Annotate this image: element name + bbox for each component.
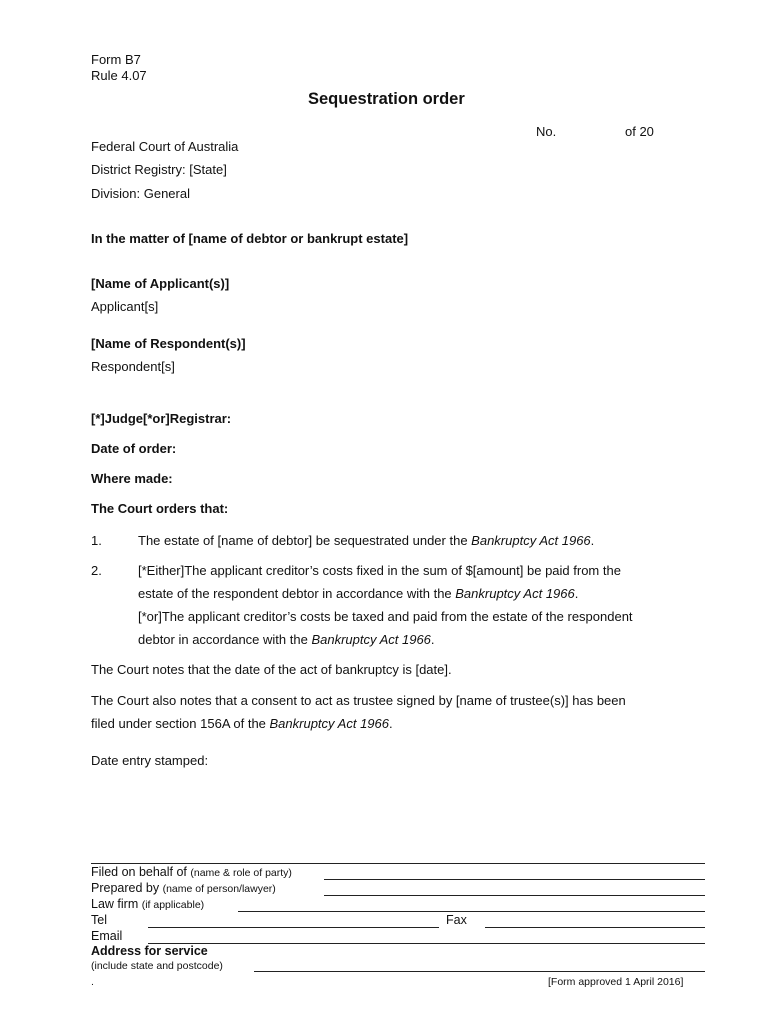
order-2-line-2: estate of the respondent debtor in accordance with the Bankruptcy Act 1966. bbox=[138, 586, 579, 601]
note-trustee-line-1: The Court also notes that a consent to act as trustee signed by [name of trustee(s)] has been bbox=[91, 693, 626, 708]
fax-label: Fax bbox=[446, 913, 467, 927]
form-approved-note: [Form approved 1 April 2016] bbox=[548, 976, 684, 988]
matter-heading: In the matter of [name of debtor or bankrupt estate] bbox=[91, 231, 409, 246]
orders-heading: The Court orders that: bbox=[91, 501, 229, 516]
tel-label: Tel bbox=[91, 913, 107, 927]
court-name: Federal Court of Australia bbox=[91, 139, 239, 154]
address-hint: (include state and postcode) bbox=[91, 960, 223, 972]
where-made-label: Where made: bbox=[91, 471, 173, 486]
prepared-by-label: Prepared by (name of person/lawyer) bbox=[91, 881, 276, 895]
judge-label: [*]Judge[*or]Registrar: bbox=[91, 411, 232, 426]
applicant-name: [Name of Applicant(s)] bbox=[91, 276, 230, 291]
order-1-number: 1. bbox=[91, 533, 102, 548]
law-firm-field[interactable] bbox=[238, 911, 705, 912]
footer-dot: . bbox=[91, 976, 94, 988]
district-registry: District Registry: [State] bbox=[91, 162, 227, 177]
law-firm-label: Law firm (if applicable) bbox=[91, 897, 205, 911]
order-2-line-4: debtor in accordance with the Bankruptcy Act 1966. bbox=[138, 632, 435, 647]
address-field[interactable] bbox=[254, 971, 705, 972]
order-2-line-1: [*Either]The applicant creditor’s costs fixed in the sum of $[amount] be paid from the bbox=[138, 563, 621, 578]
filed-on-behalf-label: Filed on behalf of (name & role of party) bbox=[91, 865, 292, 879]
date-of-order-label: Date of order: bbox=[91, 441, 177, 456]
order-2-number: 2. bbox=[91, 563, 102, 578]
fax-field[interactable] bbox=[485, 927, 705, 928]
date-entry-stamped: Date entry stamped: bbox=[91, 753, 209, 768]
division: Division: General bbox=[91, 186, 190, 201]
order-2-line-3: [*or]The applicant creditor’s costs be taxed and paid from the estate of the respondent bbox=[138, 609, 633, 624]
respondent-role: Respondent[s] bbox=[91, 359, 175, 374]
filed-on-behalf-field[interactable] bbox=[324, 879, 705, 880]
prepared-by-field[interactable] bbox=[324, 895, 705, 896]
order-1-text: The estate of [name of debtor] be sequestrated under the Bankruptcy Act 1966. bbox=[138, 533, 595, 548]
case-no-label: No. bbox=[536, 124, 557, 139]
footer-top-rule bbox=[91, 863, 705, 864]
email-label: Email bbox=[91, 929, 123, 943]
email-field[interactable] bbox=[148, 943, 705, 944]
respondent-name: [Name of Respondent(s)] bbox=[91, 336, 246, 351]
note-act-of-bankruptcy: The Court notes that the date of the act of bankruptcy is [date]. bbox=[91, 662, 452, 677]
applicant-role: Applicant[s] bbox=[91, 299, 159, 314]
note-trustee-line-2: filed under section 156A of the Bankruptcy Act 1966. bbox=[91, 716, 393, 731]
page-title: Sequestration order bbox=[308, 90, 465, 108]
address-for-service-label: Address for service bbox=[91, 944, 208, 958]
rule-number: Rule 4.07 bbox=[91, 68, 147, 83]
form-number: Form B7 bbox=[91, 52, 141, 67]
case-year-label: of 20 bbox=[625, 124, 654, 139]
tel-field[interactable] bbox=[148, 927, 439, 928]
